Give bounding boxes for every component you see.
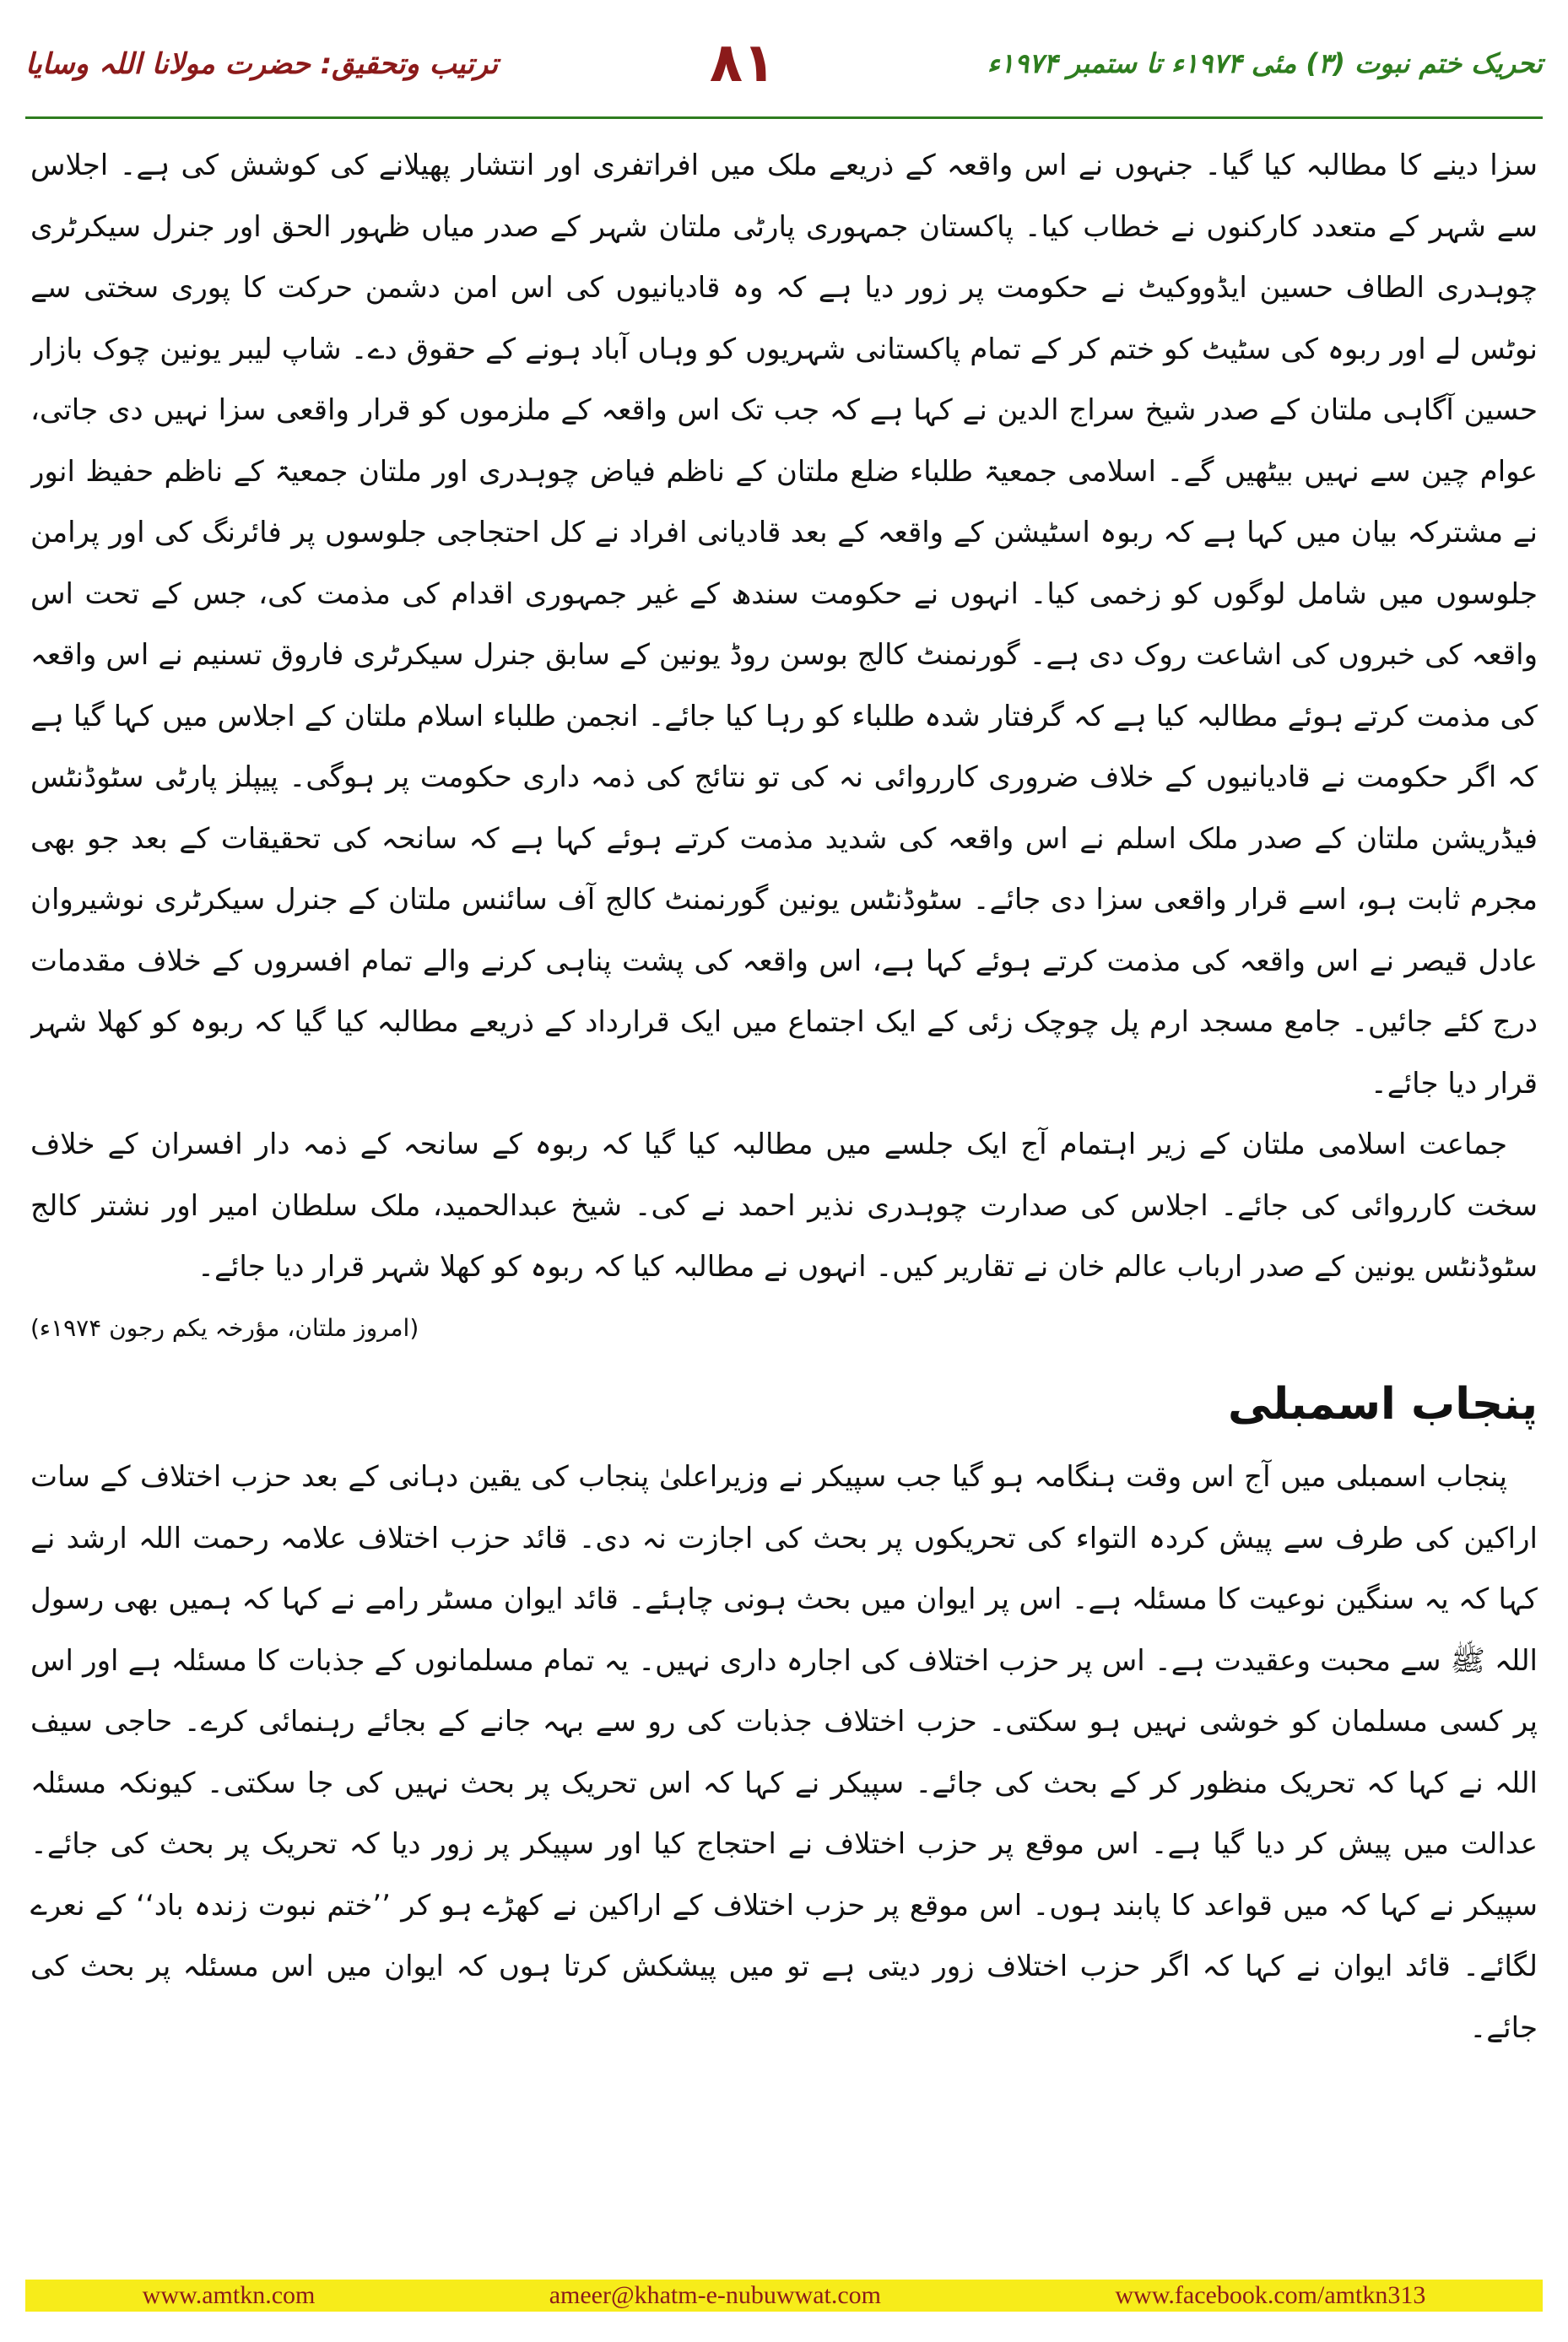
footer-bar	[25, 2280, 1543, 2312]
page-header	[25, 17, 1543, 110]
paragraph-2: جماعت اسلامی ملتان کے زیر اہتمام آج ایک جلسے میں مطالبہ کیا گیا کہ ربوہ کے سانحہ کے ذمہ دار افسران کے خلاف سخت کارروائی کی جائے۔ اجلاس کی صدارت چوہدری نذیر احمد نے کی۔ شیخ عبدالحمید، ملک سلطان امیر اور نشتر کالج سٹوڈنٹس یونین کے صدر ارباب عالم خان نے تقاریر کیں۔ انہوں نے مطالبہ کیا کہ ربوہ کو کھلا شہر قرار دیا جائے۔	[30, 1128, 1538, 1284]
page-footer	[0, 2241, 1568, 2342]
header-book-title: تحریک ختم نبوت (۳) مئی ۱۹۷۴ء تا ستمبر ۱۹۷۴ء	[987, 47, 1543, 79]
header-rule	[25, 116, 1543, 119]
source-row	[30, 1298, 1538, 1360]
footer-facebook-link[interactable]: www.facebook.com/amtkn313	[1115, 2281, 1426, 2309]
page-number: ۸۱	[709, 32, 776, 95]
footer-email-link[interactable]: ameer@khatm-e-nubuwwat.com	[549, 2281, 882, 2309]
source-citation: (امروز ملتان، مؤرخہ یکم رجون ۱۹۷۴ء)	[30, 1313, 419, 1342]
section-heading: پنجاب اسمبلی	[1228, 1379, 1538, 1430]
page-body	[30, 135, 1538, 2215]
footer-website-link[interactable]: www.amtkn.com	[142, 2281, 316, 2309]
header-author: ترتیب وتحقیق: حضرت مولانا اللہ وسایا	[25, 46, 499, 81]
section-paragraph: پنجاب اسمبلی میں آج اس وقت ہنگامہ ہو گیا جب سپیکر نے وزیراعلیٰ پنجاب کی یقین دہانی کے بعد حزب اختلاف کے سات اراکین کی طرف سے پیش کردہ التواء کی تحریکوں پر بحث کی اجازت نہ دی۔ قائد حزب اختلاف علامہ رحمت اللہ ارشد نے کہا کہ یہ سنگین نوعیت کا مسئلہ ہے۔ اس پر ایوان میں بحث ہونی چاہئے۔ قائد ایوان مسٹر رامے نے کہا کہ ہمیں بھی رسول اللہ ﷺ سے محبت وعقیدت ہے۔ اس پر حزب اختلاف کی اجارہ داری نہیں۔ یہ تمام مسلمانوں کے جذبات کا مسئلہ ہے اور اس پر کسی مسلمان کو خوشی نہیں ہو سکتی۔ حزب اختلاف جذبات کی رو سے بہہ جانے کے بجائے رہنمائی کرے۔ حاجی سیف اللہ نے کہا کہ تحریک منظور کر کے بحث کی جائے۔ سپیکر نے کہا کہ اس تحریک پر بحث نہیں کی جا سکتی۔ کیونکہ مسئلہ عدالت میں پیش کر دیا گیا ہے۔ اس موقع پر حزب اختلاف نے احتجاج کیا اور سپیکر پر زور دیا کہ تحریک پر بحث کی جائے۔ سپیکر نے کہا کہ میں قواعد کا پابند ہوں۔ اس موقع پر حزب اختلاف کے اراکین نے کھڑے ہو کر ’’ختم نبوت زندہ باد‘‘ کے نعرے لگائے۔ قائد ایوان نے کہا کہ اگر حزب اختلاف زور دیتی ہے تو میں پیشکش کرتا ہوں کہ ایوان میں اس مسئلہ پر بحث کی جائے۔	[30, 1460, 1538, 2045]
paragraph-1: سزا دینے کا مطالبہ کیا گیا۔ جنہوں نے اس واقعہ کے ذریعے ملک میں افراتفری اور انتشار پھیلانے کی کوشش کی ہے۔ اجلاس سے شہر کے متعدد کارکنوں نے خطاب کیا۔ پاکستان جمہوری پارٹی ملتان شہر کے صدر میاں ظہور الحق اور جنرل سیکرٹری چوہدری الطاف حسین ایڈووکیٹ نے حکومت پر زور دیا ہے کہ وہ قادیانیوں کی اس امن دشمن حرکت کا پوری سختی سے نوٹس لے اور ربوہ کی سٹیٹ کو ختم کر کے تمام پاکستانی شہریوں کو وہاں آباد ہونے کے حقوق دے۔ شاپ لیبر یونین چوک بازار حسین آگاہی ملتان کے صدر شیخ سراج الدین نے کہا ہے کہ جب تک اس واقعہ کے ملزموں کو قرار واقعی سزا نہیں دی جاتی، عوام چین سے نہیں بیٹھیں گے۔ اسلامی جمعیۃ طلباء ضلع ملتان کے ناظم فیاض چوہدری اور ملتان جمعیۃ کے ناظم حفیظ انور نے مشترکہ بیان میں کہا ہے کہ ربوہ اسٹیشن کے واقعہ کے بعد قادیانی افراد نے کل احتجاجی جلوسوں پر فائرنگ کی اور پرامن جلوسوں میں شامل لوگوں کو زخمی کیا۔ انہوں نے حکومت سندھ کے غیر جمہوری اقدام کی مذمت کی، جس کے تحت اس واقعہ کی خبروں کی اشاعت روک دی ہے۔ گورنمنٹ کالج بوسن روڈ یونین کے سابق جنرل سیکرٹری فاروق تسنیم نے اس واقعہ کی مذمت کرتے ہوئے مطالبہ کیا ہے کہ گرفتار شدہ طلباء کو رہا کیا جائے۔ انجمن طلباء اسلام ملتان کے اجلاس میں کہا گیا ہے کہ اگر حکومت نے قادیانیوں کے خلاف ضروری کارروائی نہ کی تو نتائج کی ذمہ داری حکومت پر ہوگی۔ پیپلز پارٹی سٹوڈنٹس فیڈریشن ملتان کے صدر ملک اسلم نے اس واقعہ کی شدید مذمت کرتے ہوئے کہا ہے کہ سانحہ کی تحقیقات کے بعد جو بھی مجرم ثابت ہو، اسے قرار واقعی سزا دی جائے۔ سٹوڈنٹس یونین گورنمنٹ کالج آف سائنس ملتان کے جنرل سیکرٹری نوشیروان عادل قیصر نے اس واقعہ کی مذمت کرتے ہوئے کہا ہے، اس واقعہ کی پشت پناہی کرنے والے تمام افسروں کے خلاف مقدمات درج کئے جائیں۔ جامع مسجد ارم پل چوچک زئی کے ایک اجتماع میں ایک قرارداد کے ذریعے مطالبہ کیا گیا کہ ربوہ کو کھلا شہر قرار دیا جائے۔	[30, 149, 1538, 1101]
